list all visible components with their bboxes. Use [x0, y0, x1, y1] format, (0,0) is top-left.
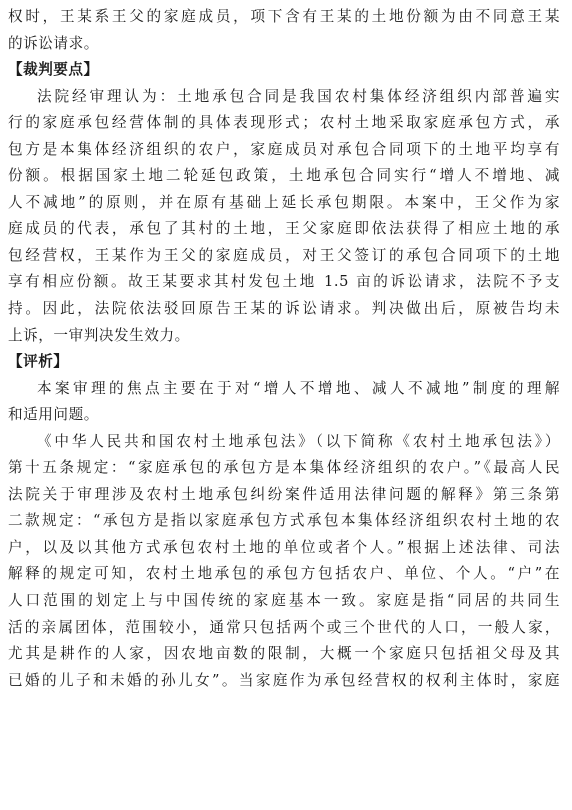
text-line: 庭成员的代表，承包了其村的土地，王父家庭即依法获得了相应土地的承 — [8, 220, 560, 238]
section-heading-analysis: 【评析】 — [8, 353, 69, 371]
text-line: 行的家庭承包经营体制的具体表现形式；农村土地采取家庭承包方式，承 — [8, 114, 560, 132]
text-line: 已婚的儿子和未婚的孙儿女”。当家庭作为承包经营权的权利主体时，家庭 — [8, 671, 560, 689]
text-line: 二款规定：“承包方是指以家庭承包方式承包本集体经济组织农村土地的农 — [8, 512, 560, 530]
text-line: 尤其是耕作的人家，因农地亩数的限制，大概一个家庭只包括祖父母及其 — [8, 645, 560, 663]
text-line: 份额。根据国家土地二轮延包政策，土地承包合同实行“增人不增地、减 — [8, 167, 560, 185]
text-line: 的诉讼请求。 — [8, 34, 99, 52]
text-line: 第十五条规定：“家庭承包的承包方是本集体经济组织的农户。”《最高人民 — [8, 459, 560, 477]
text-line: 法院经审理认为：土地承包合同是我国农村集体经济组织内部普遍实 — [37, 87, 560, 105]
paragraph-court-reasoning — [8, 84, 560, 349]
text-line: 持。因此，法院依法驳回原告王某的诉讼请求。判决做出后，原被告均未 — [8, 300, 560, 318]
text-line: 和适用问题。 — [8, 406, 99, 424]
text-line: 权时，王某系王父的家庭成员，项下含有王某的土地份额为由不同意王某 — [8, 8, 560, 25]
text-line: 解释的规定可知，农村土地承包的承包方包括农户、单位、个人。“户”在 — [8, 565, 560, 583]
paragraph-legal-basis — [8, 429, 560, 694]
document-page — [8, 4, 560, 694]
text-line: 享有相应份额。故王某要求其村发包土地 1.5 亩的诉讼请求，法院不予支 — [8, 273, 560, 291]
text-line: 包经营权，王某作为王父的家庭成员，对王父签订的承包合同项下的土地 — [8, 246, 560, 264]
text-line: 《中华人民共和国农村土地承包法》（以下简称《农村土地承包法》） — [37, 432, 560, 450]
text-line: 户，以及以其他方式承包农村土地的单位或者个人。”根据上述法律、司法 — [8, 538, 560, 556]
paragraph-focus — [8, 376, 560, 429]
text-line: 本案审理的焦点主要在于对“增人不增地、减人不减地”制度的理解 — [37, 379, 560, 397]
text-line: 人口范围的划定上与中国传统的家庭基本一致。家庭是指“同居的共同生 — [8, 592, 560, 610]
paragraph-continuation — [8, 4, 560, 57]
text-line: 人不减地”的原则，并在原有基础上延长承包期限。本案中，王父作为家 — [8, 193, 560, 211]
text-line: 活的亲属团体，范围较小，通常只包括两个或三个世代的人口，一般人家， — [8, 618, 560, 636]
section-heading-judgment-points: 【裁判要点】 — [8, 61, 99, 79]
text-line: 法院关于审理涉及农村土地承包纠纷案件适用法律问题的解释》第三条第 — [8, 485, 560, 503]
text-line: 包方是本集体经济组织的农户，家庭成员对承包合同项下的土地平均享有 — [8, 140, 560, 158]
text-line: 上诉，一审判决发生效力。 — [8, 326, 190, 344]
